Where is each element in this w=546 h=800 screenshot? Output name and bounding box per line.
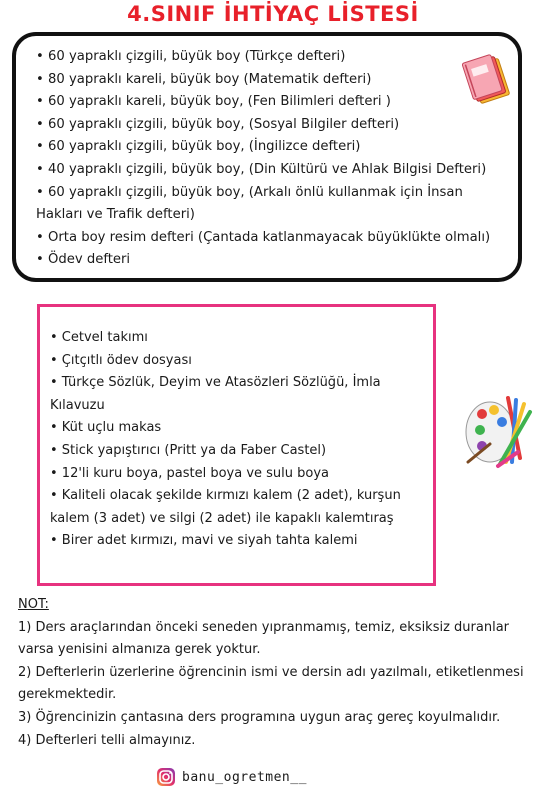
instagram-handle[interactable]: banu_ogretmen__ [182, 769, 307, 785]
list-item: • 12'li kuru boya, pastel boya ve sulu boya [50, 465, 329, 481]
paint-palette-icon [460, 392, 536, 472]
list-item: • Küt uçlu makas [50, 420, 162, 436]
list-item: • 40 yapraklı çizgili, büyük boy, (Din Kültürü ve Ahlak Bilgisi Defteri) [36, 161, 487, 177]
notebook-list [36, 46, 504, 272]
note-item: 3) Öğrencinizin çantasına ders programına uygun araç gereç koyulmalıdır. [18, 709, 501, 725]
list-item: • Orta boy resim defteri (Çantada katlanmayacak büyüklükte olmalı) [36, 229, 491, 245]
list-item: • 60 yapraklı çizgili, büyük boy, (Sosyal Bilgiler defteri) [36, 116, 400, 132]
list-item: • Ödev defteri [36, 252, 131, 268]
notebook-list-box [12, 32, 522, 282]
instagram-icon [156, 767, 176, 787]
supplies-list [50, 327, 423, 553]
list-item: • Birer adet kırmızı, mavi ve siyah tahta kalemi [50, 533, 358, 549]
note-item: 4) Defterleri telli almayınız. [18, 732, 196, 748]
list-item: • 60 yapraklı çizgili, büyük boy, (Arkalı önlü kullanmak için İnsan Hakları ve Trafik defteri) [36, 184, 463, 223]
list-item: • Stick yapıştırıcı (Pritt ya da Faber Castel) [50, 442, 327, 458]
notebooks-illustration-icon [462, 50, 516, 108]
list-item: • 80 yapraklı kareli, büyük boy (Matematik defteri) [36, 71, 372, 87]
footer-credit [156, 766, 307, 788]
list-item: • Cetvel takımı [50, 330, 148, 345]
note-item: 1) Ders araçlarından önceki seneden yıpranmamış, temiz, eksiksiz duranlar varsa yenisini almanıza gerek yoktur. [18, 619, 510, 658]
page-title: 4.SINIF İHTİYAÇ LİSTESİ [127, 2, 419, 26]
list-item: • 60 yapraklı kareli, büyük boy, (Fen Bilimleri defteri ) [36, 94, 391, 110]
list-item: • Çıtçıtlı ödev dosyası [50, 352, 192, 368]
list-item: • 60 yapraklı çizgili, büyük boy (Türkçe defteri) [36, 49, 346, 64]
notes-section [18, 594, 538, 752]
supplies-list-box [37, 304, 436, 586]
notes-heading: NOT: [18, 597, 49, 612]
list-item: • Türkçe Sözlük, Deyim ve Atasözleri Sözlüğü, İmla Kılavuzu [50, 375, 381, 413]
list-item: • Kaliteli olacak şekilde kırmızı kalem (2 adet), kurşun kalem (3 adet) ve silgi (2 adet) ile kapaklı kalemtıraş [50, 488, 401, 526]
note-item: 2) Defterlerin üzerlerine öğrencinin ismi ve dersin adı yazılmalı, etiketlenmesi gerekmektedir. [18, 664, 524, 703]
list-item: • 60 yapraklı çizgili, büyük boy, (İngilizce defteri) [36, 139, 361, 155]
